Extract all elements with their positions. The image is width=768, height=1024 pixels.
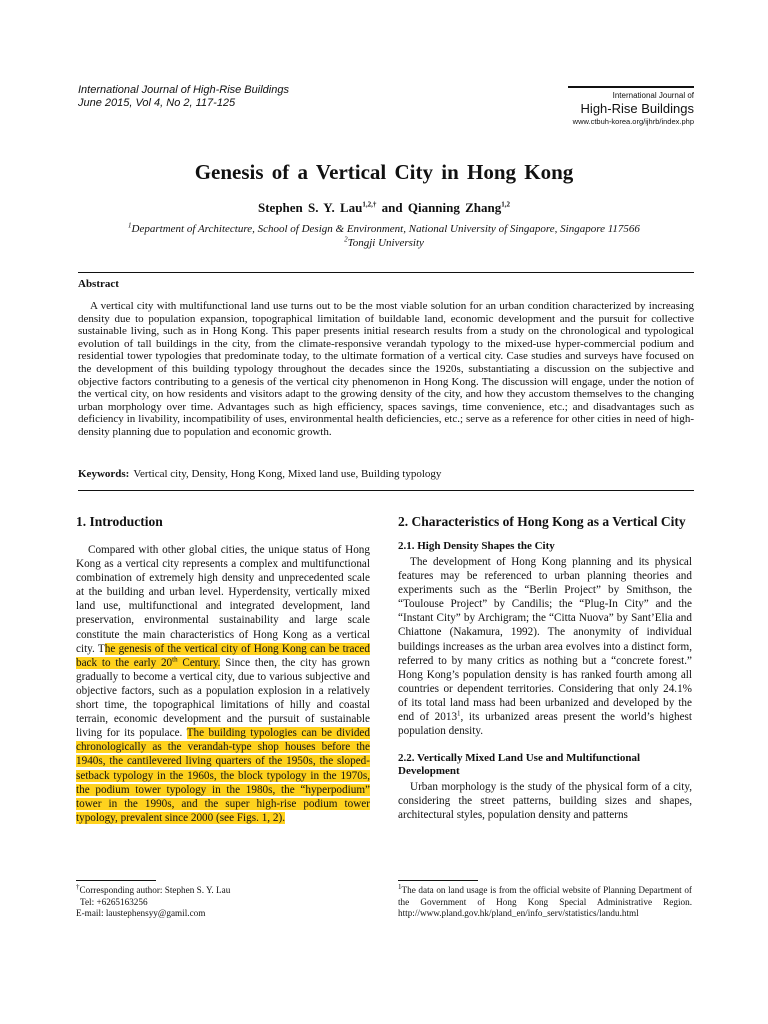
right-column xyxy=(398,514,692,918)
density-text-b: , its urbanized areas present the world’s highest population density. xyxy=(398,711,692,738)
footnote-email[interactable]: E-mail: laustephensyy@gamil.com xyxy=(76,908,206,918)
footnote-land-usage-text: The data on land usage is from the official website of Planning Department of the Government of Hong Kong Special Administrative Region. http://www.pland.gov.hk/pland_en/info_serv/statistics/landu.html xyxy=(398,885,692,918)
abstract-top-rule xyxy=(78,272,694,273)
journal-issue: June 2015, Vol 4, No 2, 117-125 xyxy=(78,97,236,109)
affil-2-sup: 2 xyxy=(344,235,348,244)
author-1: Stephen S. Y. Lau xyxy=(257,200,363,215)
subsection-2-2-paragraph: Urban morphology is the study of the physical form of a city, considering the street patterns, building sizes and shapes, architectural styles, population density and patterns xyxy=(398,781,692,822)
section2-heading: 2. Characteristics of Hong Kong as a Vertical City xyxy=(398,514,686,529)
logo-rule xyxy=(568,86,694,88)
abstract-text: A vertical city with multifunctional land use turns out to be the most viable solution for an urban condition characterized by increasing density due to population expansion, topographical limitation of buildable land, economic development and the pursuit for collective sustainable living, such as in Hong Kong. This paper presents initial research results from a study on the chronological and typological evolution of tall buildings in the city, from the climate-responsive verandah typology to the mixed-use hyper-commercial podium and residential tower typologies that predominate today, to the ultimate formation of a vertical city. Case studies and surveys have focused on the development of this building typology throughout the decades since the 1920s, substantiating a discussion on the subjective and objective factors contributing to a genesis of the vertical city phenomenon in Hong Kong. The discussion will engage, under the notion of the vertical city, on how residents and visitors adapt to the growing density of the city, and how they accustom themselves to the changing urban morphology over time. Advantages such as high efficiency, spaces savings, time convenience, etc.; and disadvantages such as deficiency in livability, incompatibility of uses, environmental health deficiencies, etc.; serve as a reference for other cities in need of high-density planning due to population and economic growth. xyxy=(78,300,694,438)
author-2-sup: 1,2 xyxy=(501,200,510,209)
subsection-2-2-heading: 2.2. Vertically Mixed Land Use and Multifunctional Development xyxy=(398,752,641,778)
highlight-typologies: The building typologies can be divided chronologically as the verandah-type shop houses before the 1940s, the cantilevered living quarters of the 1950s, the sloped-setback typology in the 1960s, the block typology in the 1970s, the podium tower typology in the 1980s, the “hyperpodium” tower in the 1990s, and the super high-rise podium tower typology, prevalent since 2000 (see Figs. 1, 2). xyxy=(76,727,370,824)
author-and: and xyxy=(376,200,408,215)
footnote-author: Corresponding author: Stephen S. Y. Lau xyxy=(79,885,231,895)
abstract-heading: Abstract xyxy=(78,278,119,290)
logo-line1: International Journal of xyxy=(612,91,694,100)
abstract-bottom-rule xyxy=(78,490,694,491)
density-text-a: The development of Hong Kong planning and its physical features may be referenced to urban planning theories and experiments such as the “Berlin Project” by Smithson, the “Toulouse Project” by Candilis; the “Plug-In City” and the “Instant City” by Archigram; the “Citta Nuova” by Sant’Elia and Chiattone (Nakamura, 1992). The anonymity of individual buildings increases as the urban area evolves into a distinct form, referred to by many critics as nothing but a “concrete forest.” Hong Kong’s population density is has ranked fourth among all countries or dependent territories. Considering that only 24.1% of its total land mass had been urbanized and developed by the end of 2013 xyxy=(398,556,692,724)
footnote-land-usage xyxy=(398,882,692,920)
section1-paragraph xyxy=(76,543,370,825)
highlight-genesis-text: he genesis of the vertical city of Hong Kong can be traced back to the early 20 xyxy=(76,642,370,669)
footnote-tel: Tel: +6265163256 xyxy=(80,896,148,907)
logo-line2: High-Rise Buildings xyxy=(580,101,694,116)
footnote-right-sup: 1 xyxy=(398,882,402,891)
journal-name: International Journal of High-Rise Buildings xyxy=(78,84,289,96)
footnote-corresponding xyxy=(76,882,370,920)
affil-2: Tongji University xyxy=(347,237,424,249)
footnote-ref-1[interactable]: 1 xyxy=(457,709,461,718)
author-2: Qianning Zhang xyxy=(407,200,502,215)
footnote-rule-right xyxy=(398,880,478,881)
intro-text-b: Since then, the city has grown gradually to become a vertical city, due to various subjective and objective factors, such as a population explosion in a relatively short time, the topographical limitations of hilly and coastal terrain, economic development and the pursuit of sustainable living for its populace. xyxy=(76,656,370,740)
subsection-2-1-paragraph xyxy=(398,555,692,738)
footnote-left-sup: † xyxy=(76,882,80,891)
right-footnote xyxy=(398,880,692,920)
affiliations xyxy=(0,222,768,250)
keywords-list: Vertical city, Density, Hong Kong, Mixed land use, Building typology xyxy=(133,468,442,480)
affil-1-sup: 1 xyxy=(128,221,132,230)
journal-citation xyxy=(78,84,289,110)
left-footnote xyxy=(76,880,370,920)
section1-heading: 1. Introduction xyxy=(76,514,163,529)
footnote-rule-left xyxy=(76,880,156,881)
subsection-2-1-heading: 2.1. High Density Shapes the City xyxy=(398,540,555,552)
paper-title: Genesis of a Vertical City in Hong Kong xyxy=(194,160,574,184)
keywords-label: Keywords: xyxy=(78,468,130,480)
highlight-genesis-end: Century. xyxy=(177,656,221,669)
intro-text-a: Compared with other global cities, the unique status of Hong Kong as a vertical city represents a complex and multifunctional combination of extremely high density and unprecedented scale at the building and urban level. Hyperdensity, vertically mixed land use, multifunctional and integrated development, land preservation, environmental sustainability and large scale constitute the main characteristics of Hong Kong as a vertical city. T xyxy=(76,544,370,655)
highlight-genesis-sup: th xyxy=(172,655,178,664)
affil-1: Department of Architecture, School of Design & Environment, National University of Singapore, Singapore 117566 xyxy=(131,223,640,235)
author-1-sup: 1,2,† xyxy=(362,200,377,209)
keywords-line xyxy=(78,468,694,480)
author-line xyxy=(0,200,768,216)
journal-url[interactable]: www.ctbuh-korea.org/ijhrb/index.php xyxy=(572,117,694,126)
left-column xyxy=(76,514,370,918)
journal-logo-block xyxy=(568,86,694,127)
